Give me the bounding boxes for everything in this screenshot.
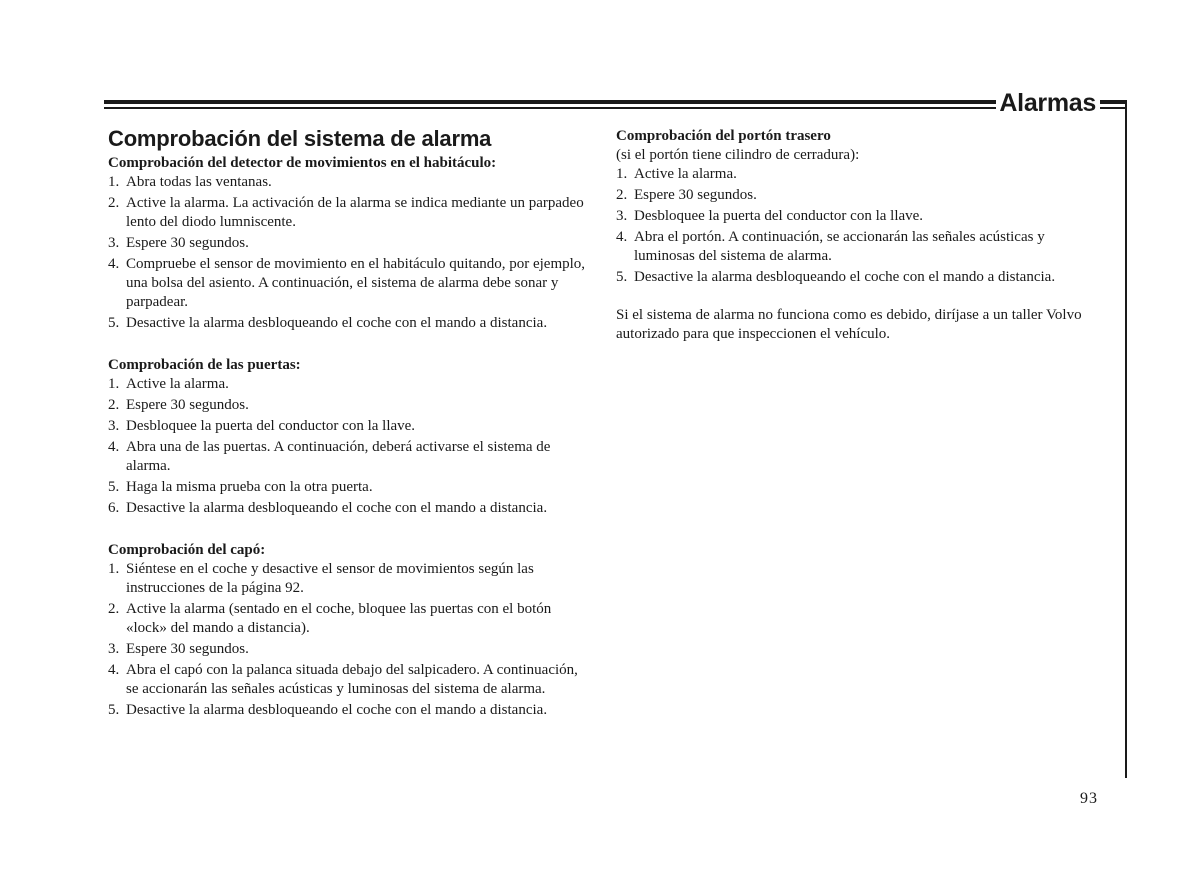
header-rule-thick [104,100,996,104]
steps-porton [616,165,1102,287]
list-item: 4. Abra el capó con la palanca situada debajo del salpicadero. A continuación, se accionarán las señales acústicas y luminosas del sistema de alarma. [108,662,578,697]
section-title-porton: Comprobación del portón trasero [616,128,831,144]
section-title-puertas: Comprobación de las puertas: [108,357,301,373]
left-column [108,124,594,722]
header-rule-right-thin [1100,107,1127,109]
list-item: 1. Siéntese en el coche y desactive el sensor de movimientos según las instrucciones de la página 92. [108,561,534,596]
section-title-capo: Comprobación del capó: [108,542,266,558]
list-item: 5. Desactive la alarma desbloqueando el coche con el mando a distancia. [108,315,548,331]
steps-puertas [108,375,594,518]
list-item: 6. Desactive la alarma desbloqueando el coche con el mando a distancia. [108,500,548,516]
steps-habitaculo [108,173,594,333]
list-item: 3. Desbloquee la puerta del conductor con la llave. [108,418,416,434]
header-rule-right-thick [1100,100,1127,104]
list-item: 5. Haga la misma prueba con la otra puerta. [108,479,373,495]
list-item: 4. Abra el portón. A continuación, se accionarán las señales acústicas y luminosas del sistema de alarma. [616,229,1045,264]
list-item: 2. Espere 30 segundos. [616,187,757,203]
list-item: 5. Desactive la alarma desbloqueando el coche con el mando a distancia. [616,269,1056,285]
section-subtitle-porton: (si el portón tiene cilindro de cerradura): [616,147,860,163]
list-item: 1. Abra todas las ventanas. [108,174,272,190]
right-column [616,127,1102,344]
page-heading: Comprobación del sistema de alarma [108,126,492,151]
header-rule-thin [104,107,996,109]
right-margin-rule [1125,100,1127,778]
list-item: 2. Espere 30 segundos. [108,397,249,413]
list-item: 3. Desbloquee la puerta del conductor con la llave. [616,208,924,224]
list-item: 5. Desactive la alarma desbloqueando el coche con el mando a distancia. [108,702,548,718]
list-item: 4. Abra una de las puertas. A continuación, deberá activarse el sistema de alarma. [108,439,551,474]
section-title: Alarmas [999,89,1096,117]
list-item: 1. Active la alarma. [616,166,737,182]
list-item: 2. Active la alarma. La activación de la alarma se indica mediante un parpadeo lento del diodo lumniscente. [108,195,584,230]
list-item: 2. Active la alarma (sentado en el coche, bloquee las puertas con el botón «lock» del mando a distancia). [108,601,552,636]
list-item: 4. Compruebe el sensor de movimiento en el habitáculo quitando, por ejemplo, una bolsa del asiento. A continuación, el sistema de alarma debe sonar y parpadear. [108,256,586,310]
service-note: Si el sistema de alarma no funciona como es debido, diríjase a un taller Volvo autorizado para que inspeccionen el vehículo. [616,307,1082,342]
page-number: 93 [1080,790,1098,807]
steps-capo [108,560,594,720]
list-item: 3. Espere 30 segundos. [108,641,249,657]
list-item: 3. Espere 30 segundos. [108,235,249,251]
section-title-habitaculo: Comprobación del detector de movimientos en el habitáculo: [108,155,497,171]
list-item: 1. Active la alarma. [108,376,229,392]
